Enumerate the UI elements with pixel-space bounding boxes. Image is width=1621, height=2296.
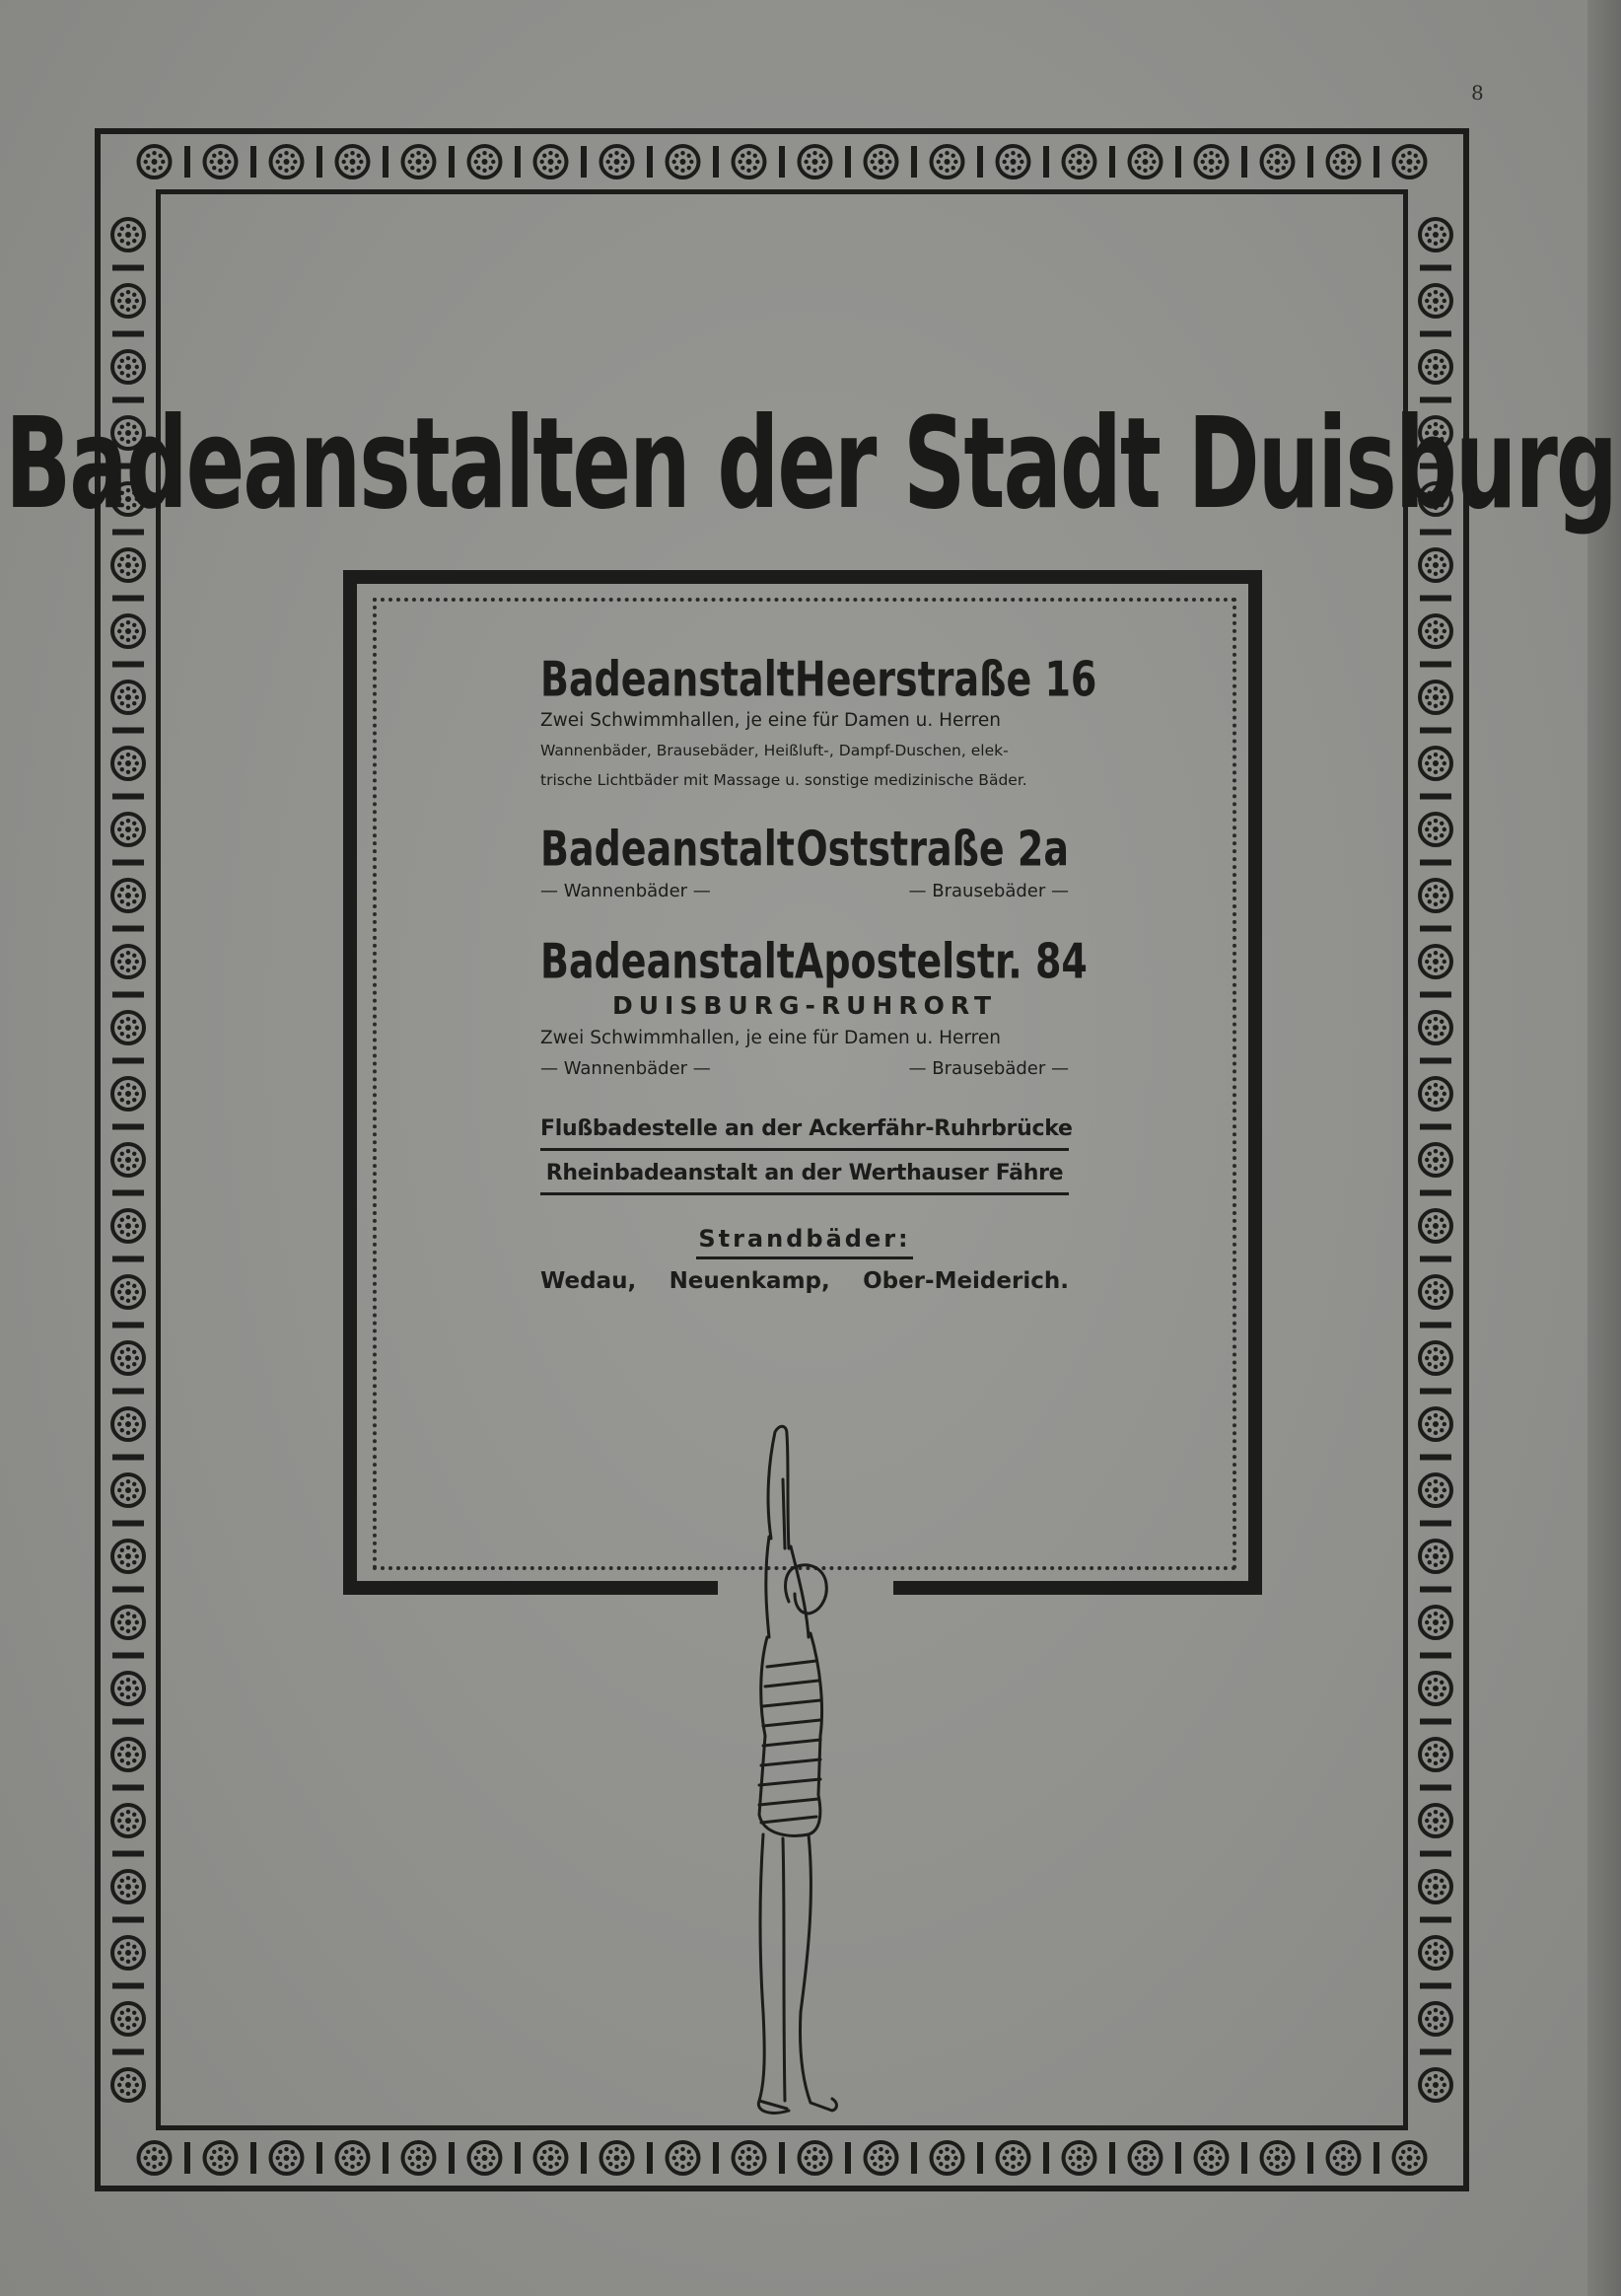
rosette-ornament [800, 146, 831, 178]
ornament-bar [1420, 1719, 1451, 1725]
rosette-ornament [1420, 1607, 1451, 1638]
ornament-bar [1307, 2142, 1313, 2174]
ornament-bar [112, 662, 144, 668]
rosette-ornament [112, 1474, 144, 1506]
rosette-ornament [1420, 1871, 1451, 1902]
ornament-bar [1420, 926, 1451, 932]
ornament-bar [112, 1983, 144, 1989]
rosette-ornament [1130, 146, 1162, 178]
service-label: — Wannenbäder — [540, 881, 711, 901]
ornament-bar [112, 596, 144, 602]
rosette-ornament [1420, 748, 1451, 779]
rosette-ornament [469, 146, 501, 178]
page-number: 8 [1471, 81, 1484, 105]
ornament-bar [1109, 146, 1115, 178]
ornament-bar [250, 146, 256, 178]
rosette-ornament [112, 1739, 144, 1770]
rosette-ornament [1420, 1276, 1451, 1308]
ornament-band-top [101, 134, 1463, 189]
ornament-bar [1420, 1323, 1451, 1328]
rosette-ornament [271, 2142, 303, 2174]
ornament-bar [1241, 146, 1247, 178]
ornament-bar [1420, 794, 1451, 800]
ornament-bar [317, 2142, 322, 2174]
location-name: Badeanstalt [540, 651, 795, 708]
ornament-bar [845, 2142, 851, 2174]
ornament-bar [1420, 596, 1451, 602]
rosette-ornament [1420, 814, 1451, 845]
rosette-ornament [1420, 1078, 1451, 1110]
rosette-ornament [998, 2142, 1029, 2174]
rosette-ornament [1420, 1541, 1451, 1572]
rosette-ornament [112, 1210, 144, 1242]
ornament-bar [1374, 2142, 1379, 2174]
ornament-bar [112, 1719, 144, 1725]
rosette-ornament [932, 2142, 963, 2174]
rosette-ornament [1420, 946, 1451, 977]
ornament-bar [184, 146, 190, 178]
ornament-bar [1420, 1389, 1451, 1395]
services-row [540, 1053, 1069, 1085]
ornament-bar [779, 146, 785, 178]
ornament-bar [1420, 265, 1451, 271]
ornament-bar [112, 1851, 144, 1857]
ornament-bar [1109, 2142, 1115, 2174]
rosette-ornament [1420, 2069, 1451, 2101]
ornament-bar [112, 1653, 144, 1659]
ornament-bar [112, 265, 144, 271]
rosette-ornament [1420, 1673, 1451, 1704]
rosette-ornament [601, 2142, 633, 2174]
ornament-bar [911, 146, 917, 178]
rosette-ornament [1420, 1012, 1451, 1043]
rosette-ornament [1420, 1474, 1451, 1506]
service-label: — Brausebäder — [908, 881, 1069, 901]
rosette-ornament [1420, 351, 1451, 383]
rosette-ornament [1262, 146, 1294, 178]
ornament-bar [1241, 2142, 1247, 2174]
ornament-bar [112, 860, 144, 866]
ornament-bar [713, 146, 719, 178]
rosette-ornament [866, 2142, 897, 2174]
rosette-ornament [112, 285, 144, 317]
box-border-left [343, 570, 357, 1581]
location-address: Apostelstr. 84 [794, 933, 1088, 990]
rosette-ornament [112, 2069, 144, 2101]
rosette-ornament [1420, 1144, 1451, 1176]
ornament-bar [1420, 1190, 1451, 1196]
ornament-bar [1374, 146, 1379, 178]
location-name: Badeanstalt [540, 933, 795, 990]
box-border-top [343, 570, 1262, 584]
rosette-ornament [112, 748, 144, 779]
bath-listing [540, 651, 1097, 1303]
service-label: — Wannenbäder — [540, 1058, 711, 1079]
rosette-ornament [1328, 146, 1360, 178]
rosette-ornament [112, 1276, 144, 1308]
ornament-bar [112, 1190, 144, 1196]
rosette-ornament [112, 615, 144, 647]
rosette-ornament [112, 1805, 144, 1836]
rosette-ornament [112, 219, 144, 251]
ornament-bar [647, 2142, 653, 2174]
ornament-bar [1420, 860, 1451, 866]
rosette-ornament [112, 1673, 144, 1704]
rosette-ornament [112, 1012, 144, 1043]
ornament-bar [1420, 1521, 1451, 1527]
rosette-ornament [1420, 1805, 1451, 1836]
rosette-ornament [734, 2142, 765, 2174]
rosette-ornament [1420, 219, 1451, 251]
rosette-ornament [1394, 2142, 1426, 2174]
river-bath-line: Flußbadestelle an der Ackerfähr-Ruhrbrücke [540, 1111, 1069, 1151]
rosette-ornament [112, 682, 144, 713]
rosette-ornament [337, 146, 369, 178]
ornament-bar [250, 2142, 256, 2174]
location-name: Badeanstalt [540, 821, 795, 878]
ornament-bar [112, 1256, 144, 1262]
rosette-ornament [112, 1078, 144, 1110]
ornament-bar [449, 2142, 455, 2174]
rosette-ornament [1394, 146, 1426, 178]
box-border-bottom-left [343, 1581, 718, 1595]
ornament-bar [383, 146, 388, 178]
location-heading [540, 933, 1088, 1005]
ornament-bar [1420, 2049, 1451, 2055]
rosette-ornament [932, 146, 963, 178]
service-label: — Brausebäder — [908, 1058, 1069, 1079]
rosette-ornament [535, 146, 567, 178]
location-description: Wannenbäder, Brausebäder, Heißluft-, Dampf-Duschen, elek- [540, 742, 1009, 759]
rosette-ornament [112, 1871, 144, 1902]
ornament-bar [647, 146, 653, 178]
rosette-ornament [112, 351, 144, 383]
rosette-ornament [112, 814, 144, 845]
location-address: Heerstraße 16 [794, 651, 1097, 708]
ornament-bar [1420, 1983, 1451, 1989]
box-border-right [1248, 570, 1262, 1581]
beach-name: Neuenkamp, [669, 1268, 830, 1294]
ornament-bar [1420, 1587, 1451, 1593]
rosette-ornament [469, 2142, 501, 2174]
rosette-ornament [668, 2142, 699, 2174]
rosette-ornament [112, 2003, 144, 2035]
rosette-ornament [112, 1408, 144, 1440]
rosette-ornament [112, 1607, 144, 1638]
ornament-bar [515, 2142, 521, 2174]
rosette-ornament [271, 146, 303, 178]
ornament-bar [581, 146, 587, 178]
rosette-ornament [403, 2142, 435, 2174]
rosette-ornament [1420, 880, 1451, 911]
rosette-ornament [734, 146, 765, 178]
ornament-bar [112, 992, 144, 998]
rosette-ornament [112, 1937, 144, 1969]
rosette-ornament [1420, 1210, 1451, 1242]
rosette-ornament [1420, 2003, 1451, 2035]
ornament-bar [977, 2142, 983, 2174]
ornament-bar [112, 1587, 144, 1593]
rosette-ornament [1064, 2142, 1095, 2174]
ornament-bar [112, 1917, 144, 1923]
rosette-ornament [998, 146, 1029, 178]
rosette-ornament [1196, 146, 1228, 178]
ornament-bar [112, 794, 144, 800]
ornament-bar [1043, 146, 1049, 178]
ornament-bar [977, 146, 983, 178]
rosette-ornament [139, 146, 171, 178]
rosette-ornament [112, 1342, 144, 1374]
rosette-ornament [1420, 549, 1451, 581]
location-description: trische Lichtbäder mit Massage u. sonstige medizinische Bäder. [540, 771, 1027, 789]
location-description: Zwei Schwimmhallen, je eine für Damen u. Herren [540, 1028, 1001, 1048]
location-description: Zwei Schwimmhallen, je eine für Damen u. Herren [540, 710, 1001, 731]
ornament-bar [1175, 146, 1181, 178]
rosette-ornament [205, 2142, 237, 2174]
rosette-ornament [866, 146, 897, 178]
location-heading [540, 821, 1069, 893]
district-label: DUISBURG-RUHRORT [611, 991, 998, 1020]
ornament-bar [112, 1323, 144, 1328]
ornament-bar [1420, 1917, 1451, 1923]
page-title: Badeanstalten der Stadt Duisburg [5, 390, 1616, 538]
ornament-bar [1420, 1124, 1451, 1130]
ornament-bar [112, 728, 144, 734]
rosette-ornament [112, 549, 144, 581]
rosette-ornament [112, 1541, 144, 1572]
location-address: Oststraße 2a [796, 821, 1069, 878]
ornament-bar [581, 2142, 587, 2174]
rosette-ornament [1420, 1408, 1451, 1440]
ornament-bar [1420, 1785, 1451, 1791]
rosette-ornament [800, 2142, 831, 2174]
rosette-ornament [1420, 682, 1451, 713]
ornament-bar [1420, 992, 1451, 998]
ornament-bar [1420, 662, 1451, 668]
rosette-ornament [1420, 285, 1451, 317]
rosette-ornament [668, 146, 699, 178]
ornament-bar [1420, 1455, 1451, 1461]
ornament-bar [1420, 1653, 1451, 1659]
ornament-bar [1420, 331, 1451, 337]
ornament-bar [112, 1124, 144, 1130]
ornament-bar [1420, 1058, 1451, 1064]
ornament-bar [1420, 1256, 1451, 1262]
ornament-bar [112, 2049, 144, 2055]
beaches-list [540, 1259, 1069, 1303]
ornament-bar [1420, 728, 1451, 734]
ornament-bar [845, 146, 851, 178]
rosette-ornament [112, 880, 144, 911]
rosette-ornament [112, 1144, 144, 1176]
rosette-ornament [1420, 615, 1451, 647]
rosette-ornament [1420, 1739, 1451, 1770]
beach-name: Wedau, [540, 1268, 637, 1294]
ornament-bar [1420, 1851, 1451, 1857]
rosette-ornament [205, 146, 237, 178]
ornament-bar [779, 2142, 785, 2174]
ornament-bar [1043, 2142, 1049, 2174]
rosette-ornament [1328, 2142, 1360, 2174]
diver-figure [730, 1420, 887, 2130]
ornament-bar [1307, 146, 1313, 178]
ornament-bar [713, 2142, 719, 2174]
ornament-bar [184, 2142, 190, 2174]
rosette-ornament [139, 2142, 171, 2174]
ornament-bar [112, 1521, 144, 1527]
rosette-ornament [535, 2142, 567, 2174]
ornament-bar [112, 331, 144, 337]
ornament-bar [383, 2142, 388, 2174]
ornament-bar [112, 926, 144, 932]
rosette-ornament [1420, 1937, 1451, 1969]
rosette-ornament [403, 146, 435, 178]
box-border-bottom-right [893, 1581, 1262, 1595]
river-bath-line: Rheinbadeanstalt an der Werthauser Fähre [540, 1155, 1069, 1195]
rosette-ornament [1196, 2142, 1228, 2174]
ornament-bar [112, 1785, 144, 1791]
ornament-band-bottom [101, 2130, 1463, 2186]
rosette-ornament [1064, 146, 1095, 178]
ornament-bar [317, 146, 322, 178]
beach-name: Ober-Meiderich. [863, 1268, 1069, 1294]
beaches-heading: Strandbäder: [696, 1221, 913, 1259]
ornament-bar [515, 146, 521, 178]
rosette-ornament [1420, 1342, 1451, 1374]
ornament-bar [112, 1389, 144, 1395]
page-edge [1587, 0, 1621, 2296]
ornament-bar [1175, 2142, 1181, 2174]
ornament-bar [911, 2142, 917, 2174]
rosette-ornament [112, 946, 144, 977]
ornament-bar [112, 1058, 144, 1064]
location-heading [540, 651, 1097, 723]
ornament-bar [449, 146, 455, 178]
rosette-ornament [1130, 2142, 1162, 2174]
rosette-ornament [1262, 2142, 1294, 2174]
rosette-ornament [337, 2142, 369, 2174]
ornament-bar [112, 1455, 144, 1461]
rosette-ornament [601, 146, 633, 178]
